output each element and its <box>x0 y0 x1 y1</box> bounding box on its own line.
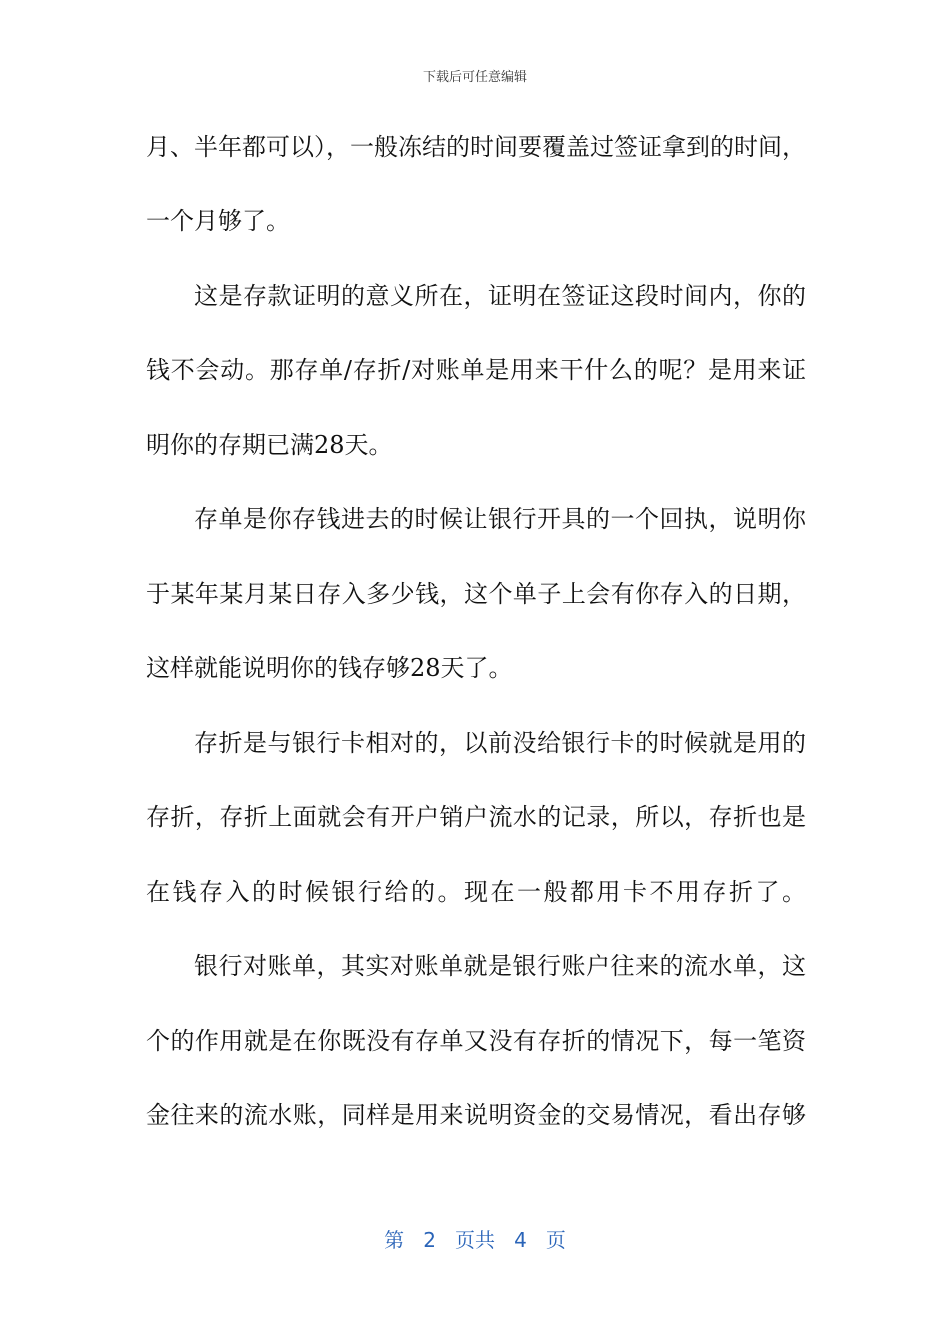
text-line: 明你的存期已满28天。 <box>146 431 393 459</box>
footer-page-total: 4 <box>514 1228 527 1252</box>
page-footer <box>0 1224 950 1253</box>
text-line: 钱不会动。那存单/存折/对账单是用来干什么的呢？是用来证 <box>146 356 807 384</box>
text-line: 存折，存折上面就会有开户销户流水的记录，所以，存折也是 <box>146 803 807 831</box>
footer-label-of: 页共 <box>455 1228 495 1252</box>
footer-label-end: 页 <box>545 1228 566 1252</box>
text-line: 月、半年都可以），一般冻结的时间要覆盖过签证拿到的时间， <box>146 133 806 161</box>
text-line: 在钱存入的时候银行给的。现在一般都用卡不用存折了。 <box>146 878 809 906</box>
paragraph-first-line: 存折是与银行卡相对的，以前没给银行卡的时候就是用的 <box>194 729 807 757</box>
paragraph-first-line: 银行对账单，其实对账单就是银行账户往来的流水单，这 <box>194 952 807 980</box>
footer-label-page: 第 <box>384 1228 405 1252</box>
text-line: 个的作用就是在你既没有存单又没有存折的情况下，每一笔资 <box>146 1027 807 1055</box>
text-line: 金往来的流水账，同样是用来说明资金的交易情况，看出存够 <box>146 1101 807 1129</box>
paragraph-first-line: 这是存款证明的意义所在，证明在签证这段时间内，你的 <box>194 282 807 310</box>
paragraph-first-line: 存单是你存钱进去的时候让银行开具的一个回执，说明你 <box>194 505 807 533</box>
header-note: 下载后可任意编辑 <box>422 70 527 85</box>
footer-page-current: 2 <box>423 1228 436 1252</box>
text-line: 于某年某月某日存入多少钱，这个单子上会有你存入的日期， <box>146 580 807 608</box>
text-line: 这样就能说明你的钱存够28天了。 <box>146 654 513 682</box>
text-line: 一个月够了。 <box>146 207 290 235</box>
